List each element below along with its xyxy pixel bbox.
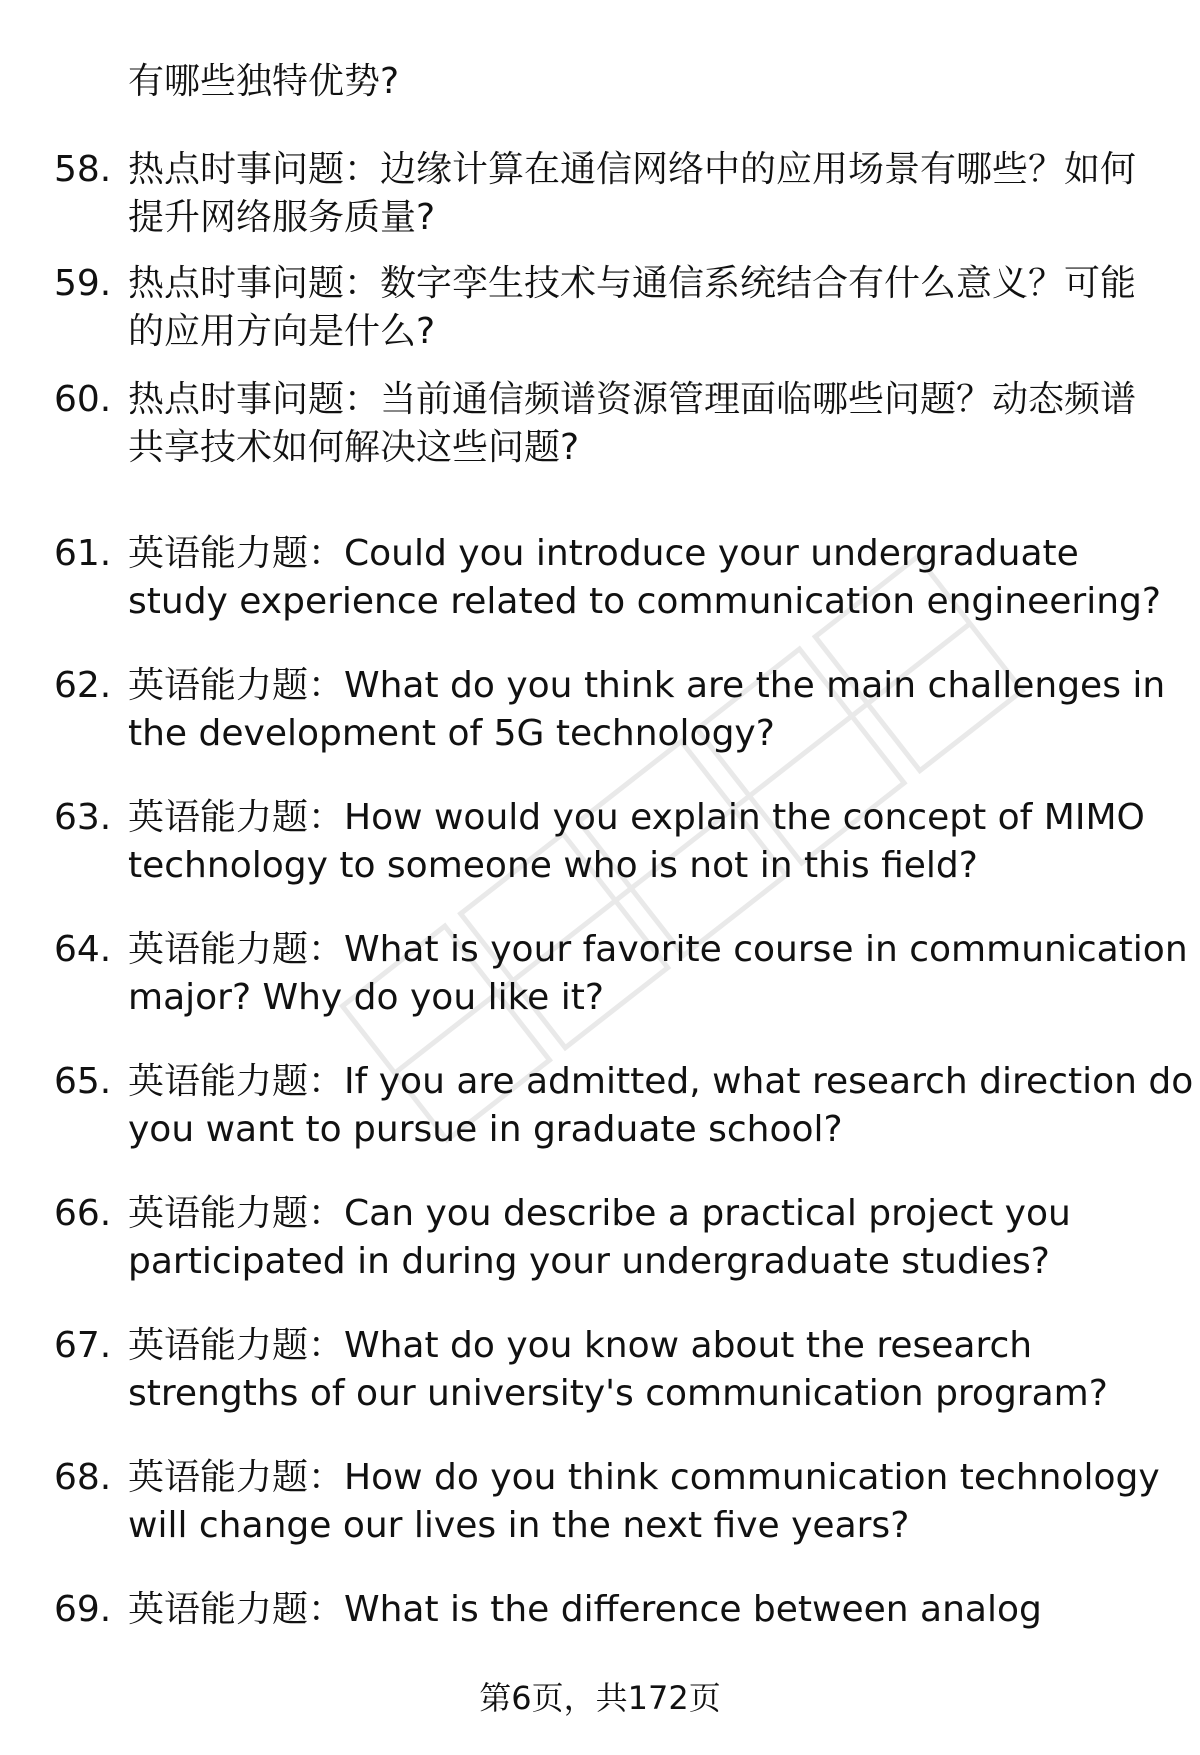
question-item — [0, 260, 1200, 370]
question-number: 65. — [54, 1061, 112, 1102]
question-text-line: 英语能力题：Can you describe a practical project you — [128, 1193, 1071, 1234]
question-item — [0, 1190, 1200, 1300]
question-text-line: will change our lives in the next five years? — [128, 1505, 910, 1546]
question-text-line: the development of 5G technology? — [128, 713, 775, 754]
question-text-line: major? Why do you like it? — [128, 977, 604, 1018]
question-number: 69. — [54, 1589, 112, 1630]
question-text-line: 英语能力题：If you are admitted, what research direction do — [128, 1061, 1194, 1102]
question-text-line: technology to someone who is not in this field? — [128, 845, 978, 886]
question-text-line: study experience related to communication engineering? — [128, 581, 1161, 622]
question-text-line: 热点时事问题：边缘计算在通信网络中的应用场景有哪些？如何 — [128, 149, 1137, 190]
question-text-line: 提升网络服务质量? — [128, 197, 436, 238]
question-text-line: strengths of our university's communication program? — [128, 1373, 1108, 1414]
question-text-line: 英语能力题：Could you introduce your undergraduate — [128, 533, 1079, 574]
question-text-line: 英语能力题：How would you explain the concept of MIMO — [128, 797, 1145, 838]
question-item — [0, 926, 1200, 1036]
continued-question-text: 有哪些独特优势? — [128, 61, 400, 102]
question-text-line: 英语能力题：What do you think are the main challenges in — [128, 665, 1166, 706]
question-item — [0, 146, 1200, 256]
question-number: 66. — [54, 1193, 112, 1234]
question-text-line: 热点时事问题：当前通信频谱资源管理面临哪些问题？动态频谱 — [128, 379, 1137, 420]
question-number: 58. — [54, 149, 112, 190]
question-item — [0, 1322, 1200, 1432]
question-item — [0, 376, 1200, 486]
question-number: 67. — [54, 1325, 112, 1366]
question-text-line: 英语能力题：What do you know about the research — [128, 1325, 1033, 1366]
question-text-line: 英语能力题：What is your favorite course in communication — [128, 929, 1188, 970]
question-number: 68. — [54, 1457, 112, 1498]
question-text-line: 热点时事问题：数字孪生技术与通信系统结合有什么意义？可能 — [128, 263, 1137, 304]
question-text-line: 共享技术如何解决这些问题? — [128, 427, 580, 468]
question-item — [0, 530, 1200, 640]
question-item — [0, 662, 1200, 772]
question-text-line: you want to pursue in graduate school? — [128, 1109, 843, 1150]
question-number: 63. — [54, 797, 112, 838]
question-number: 64. — [54, 929, 112, 970]
question-number: 62. — [54, 665, 112, 706]
question-text-line: 的应用方向是什么? — [128, 311, 436, 352]
question-item — [0, 794, 1200, 904]
question-text-line: 英语能力题：How do you think communication technology — [128, 1457, 1160, 1498]
question-number: 59. — [54, 263, 112, 304]
question-number: 61. — [54, 533, 112, 574]
question-text-line: participated in during your undergraduate studies? — [128, 1241, 1050, 1282]
page-number-footer: 第6页，共172页 — [479, 1679, 721, 1717]
question-item — [0, 1058, 1200, 1168]
question-text-line: 英语能力题：What is the difference between analog — [128, 1589, 1042, 1630]
question-item — [0, 1454, 1200, 1564]
question-number: 60. — [54, 379, 112, 420]
